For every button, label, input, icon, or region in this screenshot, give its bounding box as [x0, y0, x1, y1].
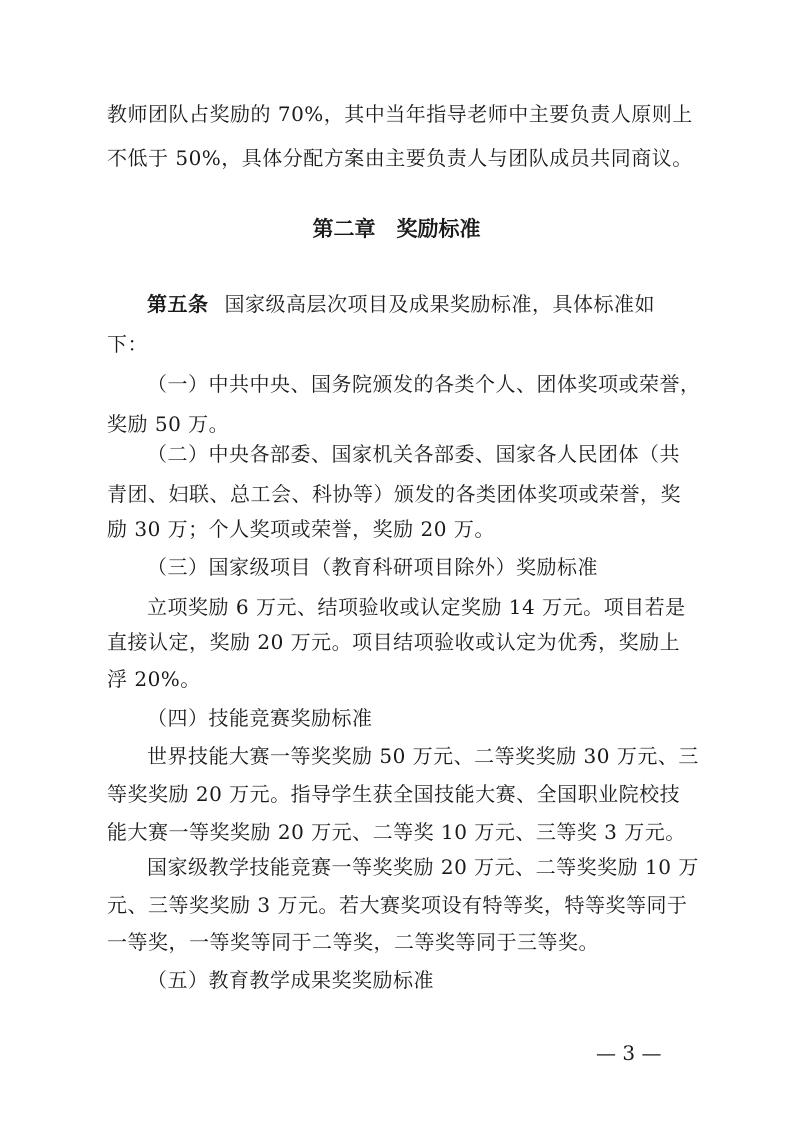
text-line: 下： — [107, 332, 148, 356]
text-line: 等奖奖励 20 万元。指导学生获全国技能大赛、全国职业院校技 — [107, 782, 681, 806]
text-line: （一）中共中央、国务院颁发的各类个人、团体奖项或荣誉， — [147, 372, 701, 396]
article-text: 国家级高层次项目及成果奖励标准，具体标准如 — [224, 292, 655, 316]
text-line: 国家级教学技能竞赛一等奖奖励 20 万元、二等奖奖励 10 万 — [147, 855, 699, 879]
text-line: （三）国家级项目（教育科研项目除外）奖励标准 — [147, 555, 598, 579]
text-line: （四）技能竞赛奖励标准 — [147, 706, 373, 730]
text-line: 励 30 万；个人奖项或荣誉，奖励 20 万。 — [107, 517, 495, 541]
text-line: 不低于 50%，具体分配方案由主要负责人与团队成员共同商议。 — [107, 146, 693, 170]
article-five-line — [147, 290, 693, 318]
text-line: 一等奖，一等奖等同于二等奖，二等奖等同于三等奖。 — [107, 930, 599, 954]
text-line: 浮 20%。 — [107, 667, 201, 691]
page-number: — 3 — — [596, 1041, 662, 1065]
text-line: 教师团队占奖励的 70%，其中当年指导老师中主要负责人原则上 — [107, 102, 693, 126]
text-line: 立项奖励 6 万元、结项验收或认定奖励 14 万元。项目若是 — [147, 595, 686, 619]
text-line: 能大赛一等奖奖励 20 万元、二等奖 10 万元、三等奖 3 万元。 — [107, 820, 686, 844]
text-line: （五）教育教学成果奖奖励标准 — [147, 968, 434, 992]
text-line: 直接认定，奖励 20 万元。项目结项验收或认定为优秀，奖励上 — [107, 630, 681, 654]
text-line: 青团、妇联、总工会、科协等）颁发的各类团体奖项或荣誉，奖 — [107, 482, 681, 506]
article-label: 第五条 — [147, 292, 209, 316]
text-line: 奖励 50 万。 — [107, 412, 230, 436]
text-line: 元、三等奖奖励 3 万元。若大赛奖项设有特等奖，特等奖等同于 — [107, 893, 688, 917]
chapter-heading: 第二章 奖励标准 — [312, 217, 481, 241]
text-line: 世界技能大赛一等奖奖励 50 万元、二等奖奖励 30 万元、三 — [147, 744, 699, 768]
text-line: （二）中央各部委、国家机关各部委、国家各人民团体（共 — [147, 442, 680, 466]
